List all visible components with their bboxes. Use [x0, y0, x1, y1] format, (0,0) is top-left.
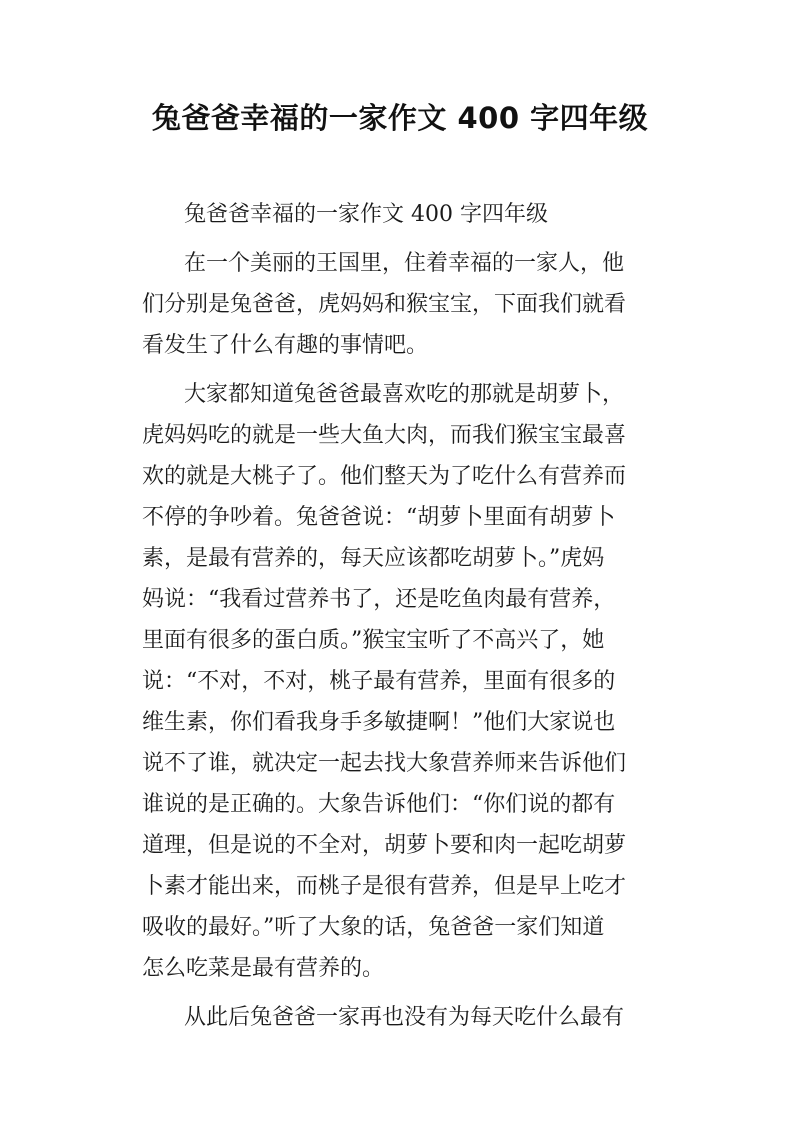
- text-line: 们分别是兔爸爸，虎妈妈和猴宝宝，下面我们就看: [142, 292, 627, 317]
- text-line: 兔爸爸幸福的一家作文 400 字四年级: [184, 202, 548, 227]
- text-line: 素，是最有营养的，每天应该都吃胡萝卜。”虎妈: [142, 546, 605, 571]
- text-line: 道理，但是说的不全对，胡萝卜要和肉一起吃胡萝: [142, 833, 627, 858]
- paragraph-subtitle: [142, 194, 668, 235]
- document-title: 兔爸爸幸福的一家作文 400 字四年级: [151, 101, 649, 135]
- text-line: 里面有很多的蛋白质。”猴宝宝听了不高兴了，她: [142, 628, 605, 653]
- text-line: 在一个美丽的王国里，住着幸福的一家人，他: [184, 251, 625, 276]
- text-line: 卜素才能出来，而桃子是很有营养，但是早上吃才: [142, 874, 627, 899]
- text-line: 看发生了什么有趣的事情吧。: [142, 333, 429, 358]
- document-body: [142, 194, 668, 1046]
- paragraph-intro: [142, 243, 668, 366]
- paragraph-ending: [142, 997, 668, 1038]
- text-line: 不停的争吵着。兔爸爸说：“胡萝卜里面有胡萝卜: [142, 505, 616, 530]
- text-line: 虎妈妈吃的就是一些大鱼大肉，而我们猴宝宝最喜: [142, 423, 627, 448]
- text-line: 说：“不对，不对，桃子最有营养，里面有很多的: [142, 669, 616, 694]
- text-line: 吸收的最好。”听了大象的话，兔爸爸一家们知道: [142, 915, 605, 940]
- text-line: 说不了谁，就决定一起去找大象营养师来告诉他们: [142, 751, 627, 776]
- text-line: 维生素，你们看我身手多敏捷啊！”他们大家说也: [142, 710, 616, 735]
- paragraph-story: [142, 374, 668, 989]
- text-line: 从此后兔爸爸一家再也没有为每天吃什么最有: [184, 1005, 625, 1030]
- text-line: 妈说：“我看过营养书了，还是吃鱼肉最有营养，: [142, 587, 616, 612]
- text-line: 欢的就是大桃子了。他们整天为了吃什么有营养而: [142, 464, 627, 489]
- text-line: 大家都知道兔爸爸最喜欢吃的那就是胡萝卜，: [184, 382, 625, 407]
- text-line: 谁说的是正确的。大象告诉他们：“你们说的都有: [142, 792, 616, 817]
- text-line: 怎么吃菜是最有营养的。: [142, 956, 385, 981]
